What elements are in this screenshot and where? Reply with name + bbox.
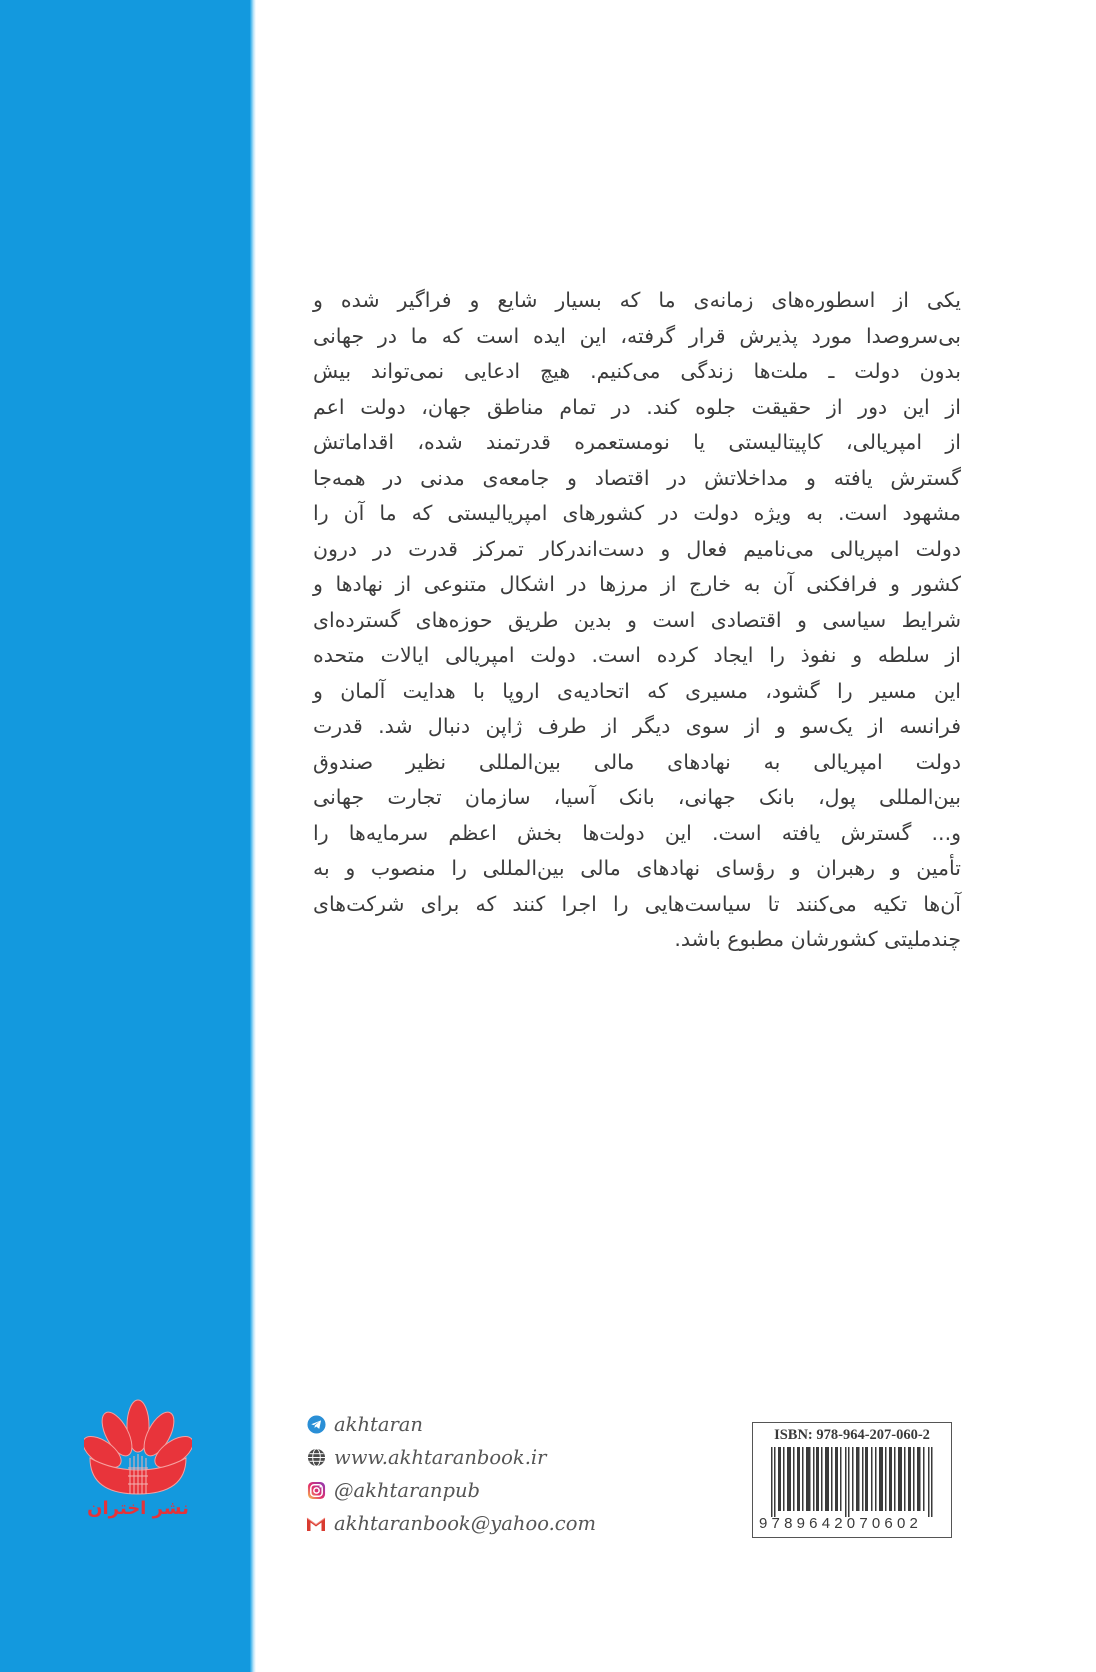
blurb-line: بی‌سروصدا مورد پذیرش قرار گرفته، این ایده است که ما در جهانی — [313, 323, 961, 348]
blurb-line: از این دور از حقیقت جلوه کند. در تمام مناطق جهان، دولت اعم — [313, 394, 961, 419]
isbn-label: ISBN: 978-964-207-060-2 — [774, 1427, 930, 1443]
spine-edge — [250, 0, 256, 1672]
telegram-handle: akhtaran — [334, 1413, 423, 1436]
instagram-icon — [306, 1481, 326, 1501]
blurb-line: دولت امپریالی به نهادهای مالی بین‌المللی نظیر صندوق — [313, 749, 961, 774]
blurb-line: بدون دولت ـ ملت‌ها زندگی می‌کنیم. هیچ ادعایی نمی‌تواند بیش — [313, 359, 961, 383]
blurb-line: شرایط سیاسی و اقتصادی است و بدین طریق حوزه‌های گسترده‌ای — [313, 607, 961, 632]
contact-list — [306, 1408, 636, 1540]
blurb-line: یکی از اسطوره‌های زمانه‌ی ما که بسیار شایع و فراگیر شده و — [313, 288, 961, 312]
barcode-digits: 9789642070602 — [759, 1515, 923, 1532]
blurb-line: آن‌ها تکیه می‌کنند تا سیاست‌هایی را اجرا کنند که برای شرکت‌های — [313, 891, 961, 916]
blurb-line: از امپریالی، کاپیتالیستی یا نومستعمره قدرتمند شده، اقداماتش — [313, 430, 961, 454]
flower-fan-logo-icon — [84, 1398, 192, 1498]
barcode-bars-icon — [771, 1447, 935, 1517]
isbn-barcode — [752, 1422, 952, 1538]
blurb-line: گسترش یافته و مداخلاتش در اقتصاد و جامعه‌ی مدنی در همه‌جا — [313, 465, 961, 490]
blurb-line: کشور و فرافکنی آن به خارج از مرزها در اشکال متنوعی از نهادها و — [313, 572, 961, 596]
email-address: akhtaranbook@yahoo.com — [334, 1512, 596, 1535]
telegram-icon — [306, 1415, 326, 1435]
contact-instagram[interactable] — [306, 1474, 636, 1507]
blurb-line: فرانسه از یک‌سو و از سوی دیگر از طرف ژاپن دنبال شد. قدرت — [313, 714, 961, 738]
gmail-icon — [306, 1514, 326, 1534]
publisher-logo — [84, 1398, 192, 1528]
blurb-line: دولت امپریالی می‌نامیم فعال و دست‌اندرکار تمرکز قدرت در درون — [313, 536, 961, 561]
blurb-line: این مسیر را گشود، مسیری که اتحادیه‌ی اروپا با هدایت آلمان و — [313, 678, 961, 703]
website-url: www.akhtaranbook.ir — [334, 1446, 547, 1469]
blurb-line: بین‌المللی پول، بانک جهانی، بانک آسیا، سازمان تجارت جهانی — [313, 785, 961, 809]
contact-website[interactable] — [306, 1441, 636, 1474]
blurb-line: مشهود است. به ویژه دولت در کشورهای امپریالیستی که ما آن را — [313, 501, 961, 525]
blurb-line: تأمین و رهبران و رؤسای نهادهای مالی بین‌المللی را منصوب و به — [313, 856, 961, 880]
back-cover-blurb — [313, 283, 961, 958]
globe-icon — [306, 1448, 326, 1468]
blurb-line: چندملیتی کشورشان مطبوع باشد. — [674, 927, 961, 951]
publisher-name: نشر اختران — [87, 1498, 189, 1519]
blurb-line: از سلطه و نفوذ را ایجاد کرده است. دولت امپریالی ایالات متحده — [313, 643, 961, 667]
blurb-line: و... گسترش یافته است. این دولت‌ها بخش اعظم سرمایه‌ها را — [313, 820, 961, 845]
instagram-handle: @akhtaranpub — [334, 1479, 480, 1502]
contact-telegram[interactable] — [306, 1408, 636, 1441]
contact-email[interactable] — [306, 1507, 636, 1540]
